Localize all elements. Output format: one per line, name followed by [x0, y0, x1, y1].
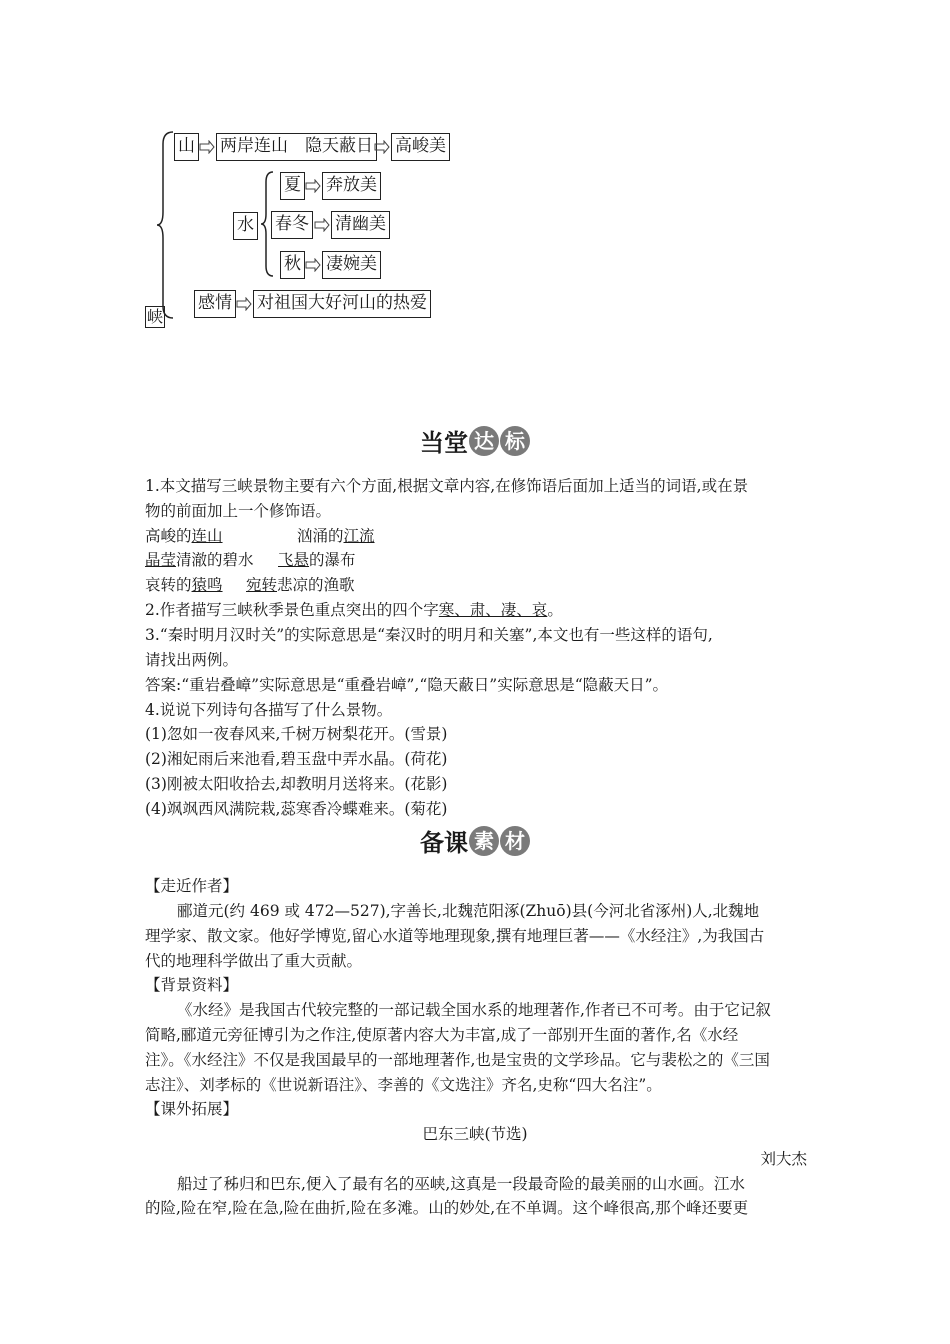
q2-prefix: 2.作者描写三峡秋季景色重点突出的四个字	[145, 601, 439, 619]
q1-b-answer: 江流	[343, 527, 375, 545]
author-heading: 【走近作者】	[145, 877, 239, 895]
q4-item: (1)忽如一夜春风来,千树万树梨花开。(雪景)	[145, 725, 448, 743]
arrow-icon	[236, 297, 252, 311]
extension-line2: 的险,险在窄,险在急,险在曲折,险在多滩。山的妙处,在不单调。这个峰很高,那个峰还要更	[145, 1199, 749, 1217]
q1-f-suffix: 悲凉的渔歌	[277, 576, 355, 594]
outer-brace	[155, 130, 175, 320]
q4-item: (2)湘妃雨后来池看,碧玉盘中弄水晶。(荷花)	[145, 750, 448, 768]
q1-row-b	[297, 524, 375, 548]
background-line3: 注》。《水经注》不仅是我国最早的一部地理著作,也是宝贵的文学珍品。它与裴松之的《三国	[145, 1051, 770, 1069]
section-title-badge: 素	[469, 826, 499, 856]
background-heading: 【背景资料】	[145, 976, 239, 994]
section-title-main: 当堂	[420, 429, 468, 457]
extension-line1: 船过了秭归和巴东,便入了最有名的巫峡,这真是一段最奇险的最美丽的山水画。江水	[177, 1175, 745, 1193]
q1-f-answer: 宛转	[246, 576, 278, 594]
q3-line2: 请找出两例。	[145, 651, 239, 669]
q4-item: (3)刚被太阳收拾去,却教明月送将来。(花影)	[145, 775, 448, 793]
arrow-icon	[314, 218, 330, 232]
arrow-icon	[199, 140, 215, 154]
section-title-materials	[0, 823, 950, 857]
mountain-beauty: 高峻美	[391, 133, 450, 161]
q1-e-prefix: 哀转的	[145, 576, 192, 594]
section-title-badge: 材	[500, 826, 530, 856]
q1-c-answer: 晶莹	[145, 551, 177, 569]
arrow-icon	[374, 140, 390, 154]
q1-c-suffix: 清澈的碧水	[176, 551, 254, 569]
mountain-scene: 两岸连山 隐天蔽日	[216, 133, 377, 161]
q1-d-suffix: 的瀑布	[309, 551, 356, 569]
background-line4: 志注》、刘孝标的《世说新语注》、李善的《文选注》齐名,史称“四大名注”。	[145, 1076, 662, 1094]
q1-e-answer: 猿鸣	[191, 576, 223, 594]
q1-row-f	[246, 573, 355, 597]
q2-line	[145, 598, 563, 622]
arrow-icon	[305, 258, 321, 272]
q1-a-prefix: 高峻的	[145, 527, 192, 545]
background-line1: 《水经》是我国古代较完整的一部记载全国水系的地理著作,作者已不可考。由于它记叙	[177, 1001, 771, 1019]
water-beauty-summer: 奔放美	[322, 172, 381, 200]
section-title-main: 备课	[420, 829, 468, 857]
q1-row-a	[145, 524, 223, 548]
water-season-autumn: 秋	[280, 251, 305, 279]
mountain-label: 山	[174, 133, 199, 161]
author-line3: 代的地理科学做出了重大贡献。	[145, 952, 363, 970]
emotion-label: 感情	[194, 290, 236, 318]
background-line2: 简略,郦道元旁征博引为之作注,使原著内容大为丰富,成了一部别开生面的著作,名《水经	[145, 1026, 739, 1044]
q3-answer: 答案:“重岩叠嶂”实际意思是“重叠岩嶂”,“隐天蔽日”实际意思是“隐蔽天日”。	[145, 676, 669, 694]
q1-row-c	[145, 548, 254, 572]
extension-heading: 【课外拓展】	[145, 1100, 239, 1118]
q1-a-answer: 连山	[191, 527, 223, 545]
water-season-summer: 夏	[280, 172, 305, 200]
section-title-badge: 达	[469, 426, 499, 456]
diagram-root-label: 峡	[146, 307, 163, 326]
water-season-spring-winter: 春冬	[271, 211, 313, 239]
water-beauty-spring-winter: 清幽美	[331, 211, 390, 239]
q2-answer: 寒、肃、凄、哀	[438, 601, 548, 619]
water-beauty-autumn: 凄婉美	[322, 251, 381, 279]
q4-item: (4)飒飒西风满院栽,蕊寒香冷蝶难来。(菊花)	[145, 800, 448, 818]
q1-row-e	[145, 573, 223, 597]
q1-b-prefix: 汹涌的	[297, 527, 344, 545]
arrow-icon	[305, 179, 321, 193]
q4-title: 4.说说下列诗句各描写了什么景物。	[145, 701, 393, 719]
q1-line2: 物的前面加上一个修饰语。	[145, 502, 332, 520]
section-title-badge: 标	[500, 426, 530, 456]
q3-line1: 3.“秦时明月汉时关”的实际意思是“秦汉时的明月和关塞”,本文也有一些这样的语句,	[145, 626, 713, 644]
extension-title: 巴东三峡(节选)	[422, 1125, 528, 1143]
q1-row-d	[278, 548, 356, 572]
emotion-content: 对祖国大好河山的热爱	[253, 290, 431, 318]
q1-line1: 1.本文描写三峡景物主要有六个方面,根据文章内容,在修饰语后面加上适当的词语,或在景	[145, 477, 749, 495]
q1-d-answer: 飞悬	[278, 551, 310, 569]
author-line1: 郦道元(约 469 或 472—527),字善长,北魏范阳涿(Zhuō)县(今河北省涿州)人,北魏地	[177, 902, 760, 920]
author-line2: 理学家、散文家。他好学博览,留心水道等地理现象,撰有地理巨著——《水经注》,为我国古	[145, 927, 765, 945]
extension-author: 刘大杰	[760, 1150, 807, 1168]
section-title-practice	[0, 423, 950, 457]
water-label: 水	[233, 212, 258, 240]
q2-suffix: 。	[547, 601, 563, 619]
